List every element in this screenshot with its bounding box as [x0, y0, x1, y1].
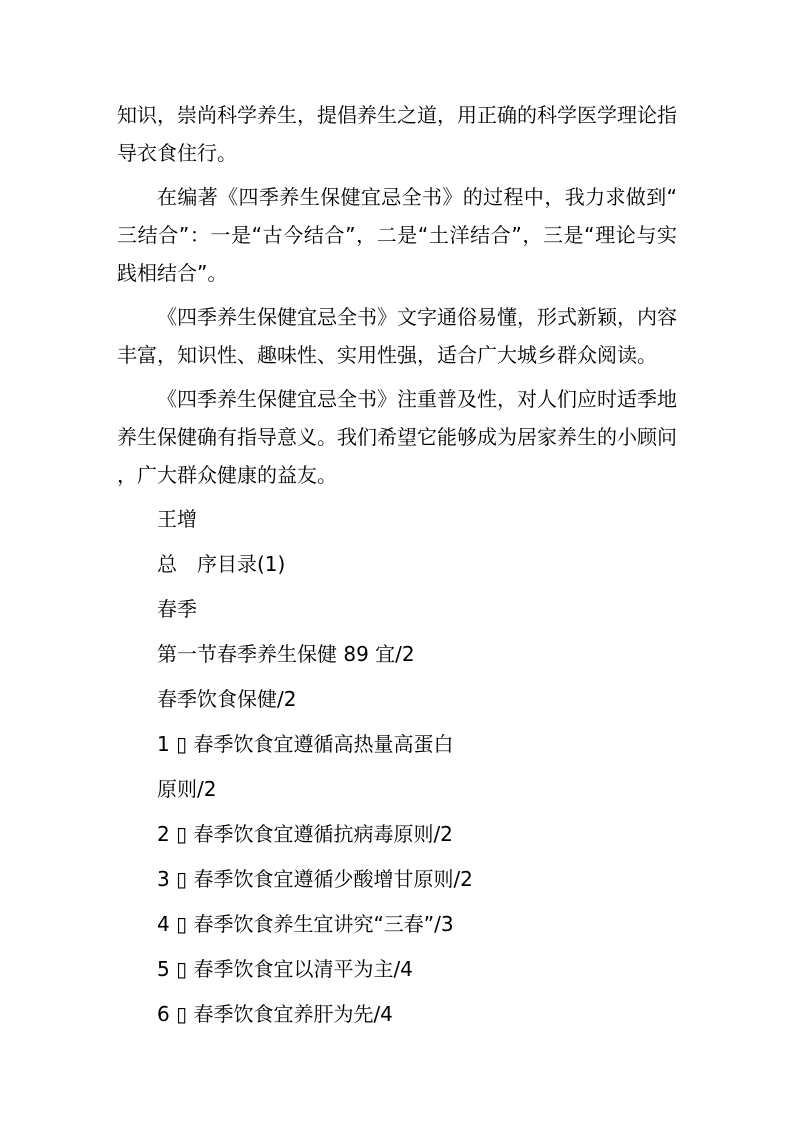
author-signature: 王增 — [157, 507, 197, 531]
paragraph-book-purpose: 《四季养生保健宜忌全书》注重普及性，对人们应时适季地养生保健确有指导意义。我们希望它能够成为居家养生的小顾问，广大群众健康的益友。 — [117, 387, 677, 487]
toc-line: 1 ▯ 春季饮食宜遵循高热量高蛋白 — [157, 732, 454, 756]
toc-line: 5 ▯ 春季饮食宜以清平为主/4 — [157, 957, 413, 981]
toc-line: 春季饮食保健/2 — [157, 687, 297, 711]
document-body — [117, 96, 677, 1040]
toc-line: 4 ▯ 春季饮食养生宜讲究“三春”/3 — [157, 912, 454, 936]
toc-line: 总 序目录(1) — [157, 552, 286, 576]
table-of-contents — [117, 545, 677, 1033]
paragraph-continuation: 知识，崇尚科学养生，提倡养生之道，用正确的科学医学理论指导衣食住行。 — [117, 103, 677, 165]
paragraph-book-features: 《四季养生保健宜忌全书》文字通俗易懂，形式新颖，内容丰富，知识性、趣味性、实用性强，适合广大城乡群众阅读。 — [117, 305, 677, 367]
toc-line: 第一节春季养生保健 89 宜/2 — [157, 642, 415, 666]
toc-line: 2 ▯ 春季饮食宜遵循抗病毒原则/2 — [157, 822, 453, 846]
toc-line: 原则/2 — [157, 777, 217, 801]
paragraph-three-combinations: 在编著《四季养生保健宜忌全书》的过程中，我力求做到“三结合”：一是“古今结合”，二是“土洋结合”，三是“理论与实践相结合”。 — [117, 185, 677, 285]
toc-line: 春季 — [157, 597, 197, 621]
toc-line: 3 ▯ 春季饮食宜遵循少酸增甘原则/2 — [157, 867, 473, 891]
toc-line: 6 ▯ 春季饮食宜养肝为先/4 — [157, 1002, 393, 1026]
